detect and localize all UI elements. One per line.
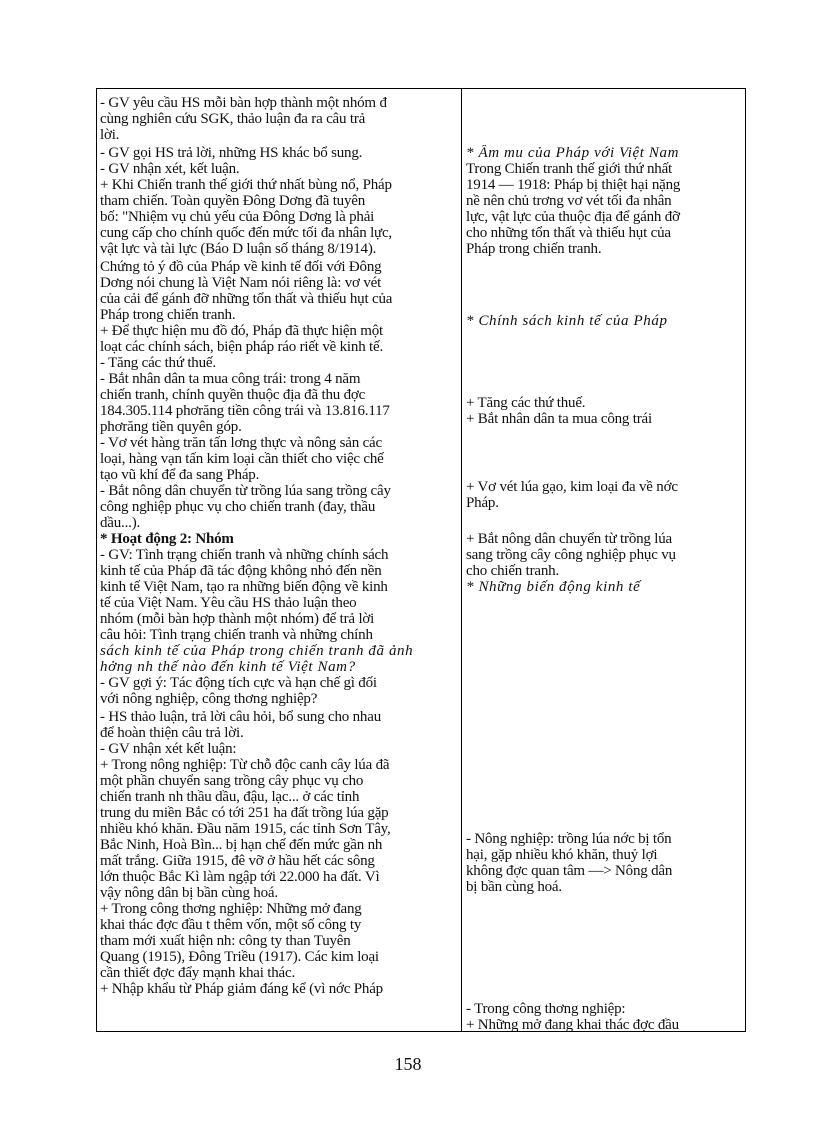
- right-column-line: cho chiến tranh.: [466, 563, 560, 579]
- right-column-line: sang trồng cây công nghiệp phục vụ: [466, 547, 676, 563]
- left-column-line: vật lực và tài lực (Báo D luận số tháng 8/1914).: [100, 241, 377, 257]
- left-column-line: lớn thuộc Bắc Kì làm ngập tới 22.000 ha đất. Vì: [100, 869, 380, 885]
- right-column-line: nề nên chủ trơng vơ vét tối đa nhân: [466, 193, 672, 209]
- left-column-line: * Hoạt động 2: Nhóm: [100, 531, 234, 547]
- left-column-line: sách kinh tế của Pháp trong chiến tranh đã ảnh: [100, 643, 414, 659]
- left-column-line: + Trong nông nghiệp: Từ chỗ độc canh cây lúa đã: [100, 757, 390, 773]
- page-number: 158: [394, 1054, 422, 1074]
- right-column-line: Trong Chiến tranh thế giới thứ nhất: [466, 161, 672, 177]
- right-column-line: * Những biến động kinh tế: [466, 579, 641, 595]
- left-column-line: - GV: Tình trạng chiến tranh và những chính sách: [100, 547, 389, 563]
- right-column-line: + Bắt nông dân chuyển từ trồng lúa: [466, 531, 672, 547]
- left-column-line: kinh tế của Pháp đã tác động không nhỏ đến nền: [100, 563, 382, 579]
- left-column-line: tham mới xuất hiện nh: công ty than Tuyên: [100, 933, 351, 949]
- left-column-line: bố: "Nhiệm vụ chủ yếu của Đông Dơng là phải: [100, 209, 375, 225]
- left-column-line: để hoàn thiện câu trả lời.: [100, 725, 244, 741]
- right-column-line: 1914 — 1918: Pháp bị thiệt hại nặng: [466, 177, 681, 193]
- left-column-line: - GV nhận xét, kết luận.: [100, 161, 240, 177]
- left-column-line: - GV nhận xét kết luận:: [100, 741, 237, 757]
- left-column-line: nhóm (mỗi bàn hợp thành một nhóm) để trả lời: [100, 611, 375, 627]
- right-column-line: + Những mở đang khai thác đợc đầu: [466, 1017, 679, 1031]
- right-column-line: không đợc quan tâm —> Nông dân: [466, 863, 673, 879]
- left-column-line: cung cấp cho chính quốc đến mức tối đa nhân lực,: [100, 225, 392, 241]
- left-column-line: với nông nghiệp, công thơng nghiệp?: [100, 691, 318, 707]
- right-column-line: cho những tổn thất và thiếu hụt của: [466, 225, 671, 241]
- left-column-line: - HS thảo luận, trả lời câu hỏi, bổ sung cho nhau: [100, 709, 381, 725]
- left-column-line: - Bắt nông dân chuyển từ trồng lúa sang trồng cây: [100, 483, 391, 499]
- right-column-line: + Bắt nhân dân ta mua công trái: [466, 411, 652, 427]
- right-column-line: Pháp.: [466, 495, 499, 511]
- left-column-line: tham chiến. Toàn quyền Đông Dơng đã tuyên: [100, 193, 366, 209]
- left-column-line: Pháp trong chiến tranh.: [100, 307, 236, 323]
- right-column-line: + Vơ vét lúa gạo, kim loại đa về nớc: [466, 479, 678, 495]
- left-column-line: - Bắt nhân dân ta mua công trái: trong 4 năm: [100, 371, 361, 387]
- left-column-line: - Tăng các thứ thuế.: [100, 355, 216, 371]
- left-column-line: hởng nh thế nào đến kinh tế Việt Nam?: [100, 659, 356, 675]
- right-column-line: * Âm mu của Pháp với Việt Nam: [466, 145, 680, 161]
- right-column-line: * Chính sách kinh tế của Pháp: [466, 313, 668, 329]
- right-column-line: - Nông nghiệp: trồng lúa nớc bị tổn: [466, 831, 672, 847]
- left-column-line: Chứng tỏ ý đồ của Pháp về kinh tế đối với Đông: [100, 259, 382, 275]
- left-column-line: tế của Việt Nam. Yêu cầu HS thảo luận theo: [100, 595, 357, 611]
- lesson-table: [96, 88, 746, 1032]
- right-column-line: + Tăng các thứ thuế.: [466, 395, 586, 411]
- left-column-line: dầu...).: [100, 515, 141, 531]
- left-column-line: tạo vũ khí để đa sang Pháp.: [100, 467, 260, 483]
- left-column-line: nhiều khó khăn. Đầu năm 1915, các tỉnh Sơn Tây,: [100, 821, 391, 837]
- left-column-line: Bắc Ninh, Hoà Bìn... bị hạn chế đến mức gần nh: [100, 837, 383, 853]
- left-column-line: Quang (1915), Đông Triều (1917). Các kim loại: [100, 949, 379, 965]
- right-column-line: bị bần cùng hoá.: [466, 879, 562, 895]
- left-column-line: của cải để gánh đỡ những tổn thất và thiếu hụt của: [100, 291, 393, 307]
- left-column-line: một phần chuyển sang trồng cây phục vụ cho: [100, 773, 364, 789]
- left-column-line: chiến tranh, chính quyền thuộc địa đã thu đợc: [100, 387, 366, 403]
- lesson-content-column: [466, 91, 742, 1031]
- right-column-line: lực, vật lực của thuộc địa để gánh đỡ: [466, 209, 680, 225]
- left-column-line: + Để thực hiện mu đồ đó, Pháp đã thực hiện một: [100, 323, 383, 339]
- left-column-line: mất trắng. Giữa 1915, đê vỡ ở hầu hết các sông: [100, 853, 375, 869]
- left-column-line: + Nhập khẩu từ Pháp giảm đáng kể (vì nớc Pháp: [100, 981, 383, 997]
- left-column-line: cần thiết đợc đẩy mạnh khai thác.: [100, 965, 296, 981]
- right-column-line: hại, gặp nhiều khó khăn, thuỷ lợi: [466, 847, 658, 863]
- left-column-line: - GV gọi HS trả lời, những HS khác bổ sung.: [100, 145, 363, 161]
- teacher-student-activities-column: [100, 91, 458, 1031]
- left-column-line: + Khi Chiến tranh thế giới thứ nhất bùng nổ, Pháp: [100, 177, 392, 193]
- left-column-line: trung du miền Bắc có tới 251 ha đất trồng lúa gặp: [100, 805, 389, 821]
- left-column-line: chiến tranh nh thầu dầu, đậu, lạc... ở các tỉnh: [100, 789, 360, 805]
- left-column-line: - GV yêu cầu HS mỗi bàn hợp thành một nhóm đ: [100, 95, 387, 111]
- left-column-line: + Trong công thơng nghiệp: Những mở đang: [100, 901, 362, 917]
- right-column-line: - Trong công thơng nghiệp:: [466, 1001, 626, 1017]
- left-column-line: - Vơ vét hàng trăn tấn lơng thực và nông sản các: [100, 435, 382, 451]
- column-divider: [461, 89, 462, 1031]
- left-column-line: phơrăng tiền quyên góp.: [100, 419, 242, 435]
- right-column-line: Pháp trong chiến tranh.: [466, 241, 602, 257]
- left-column-line: lời.: [100, 127, 120, 143]
- left-column-line: công nghiệp phục vụ cho chiến tranh (đay, thầu: [100, 499, 376, 515]
- left-column-line: khai thác đợc đầu t thêm vốn, một số công ty: [100, 917, 362, 933]
- left-column-line: cùng nghiên cứu SGK, thảo luận đa ra câu trả: [100, 111, 366, 127]
- left-column-line: kinh tế Việt Nam, tạo ra những biến động về kinh: [100, 579, 388, 595]
- left-column-line: loại, hàng vạn tấn kim loại cần thiết cho việc chế: [100, 451, 384, 467]
- left-column-line: - GV gợi ý: Tác động tích cực và hạn chế gì đối: [100, 675, 377, 691]
- left-column-line: loạt các chính sách, biện pháp ráo riết về kinh tế.: [100, 339, 384, 355]
- left-column-line: Dơng nói chung là Việt Nam nói riêng là: vơ vét: [100, 275, 382, 291]
- left-column-line: câu hỏi: Tình trạng chiến tranh và những chính: [100, 627, 373, 643]
- left-column-line: 184.305.114 phơrăng tiền công trái và 13.816.117: [100, 403, 390, 419]
- left-column-line: vậy nông dân bị bần cùng hoá.: [100, 885, 278, 901]
